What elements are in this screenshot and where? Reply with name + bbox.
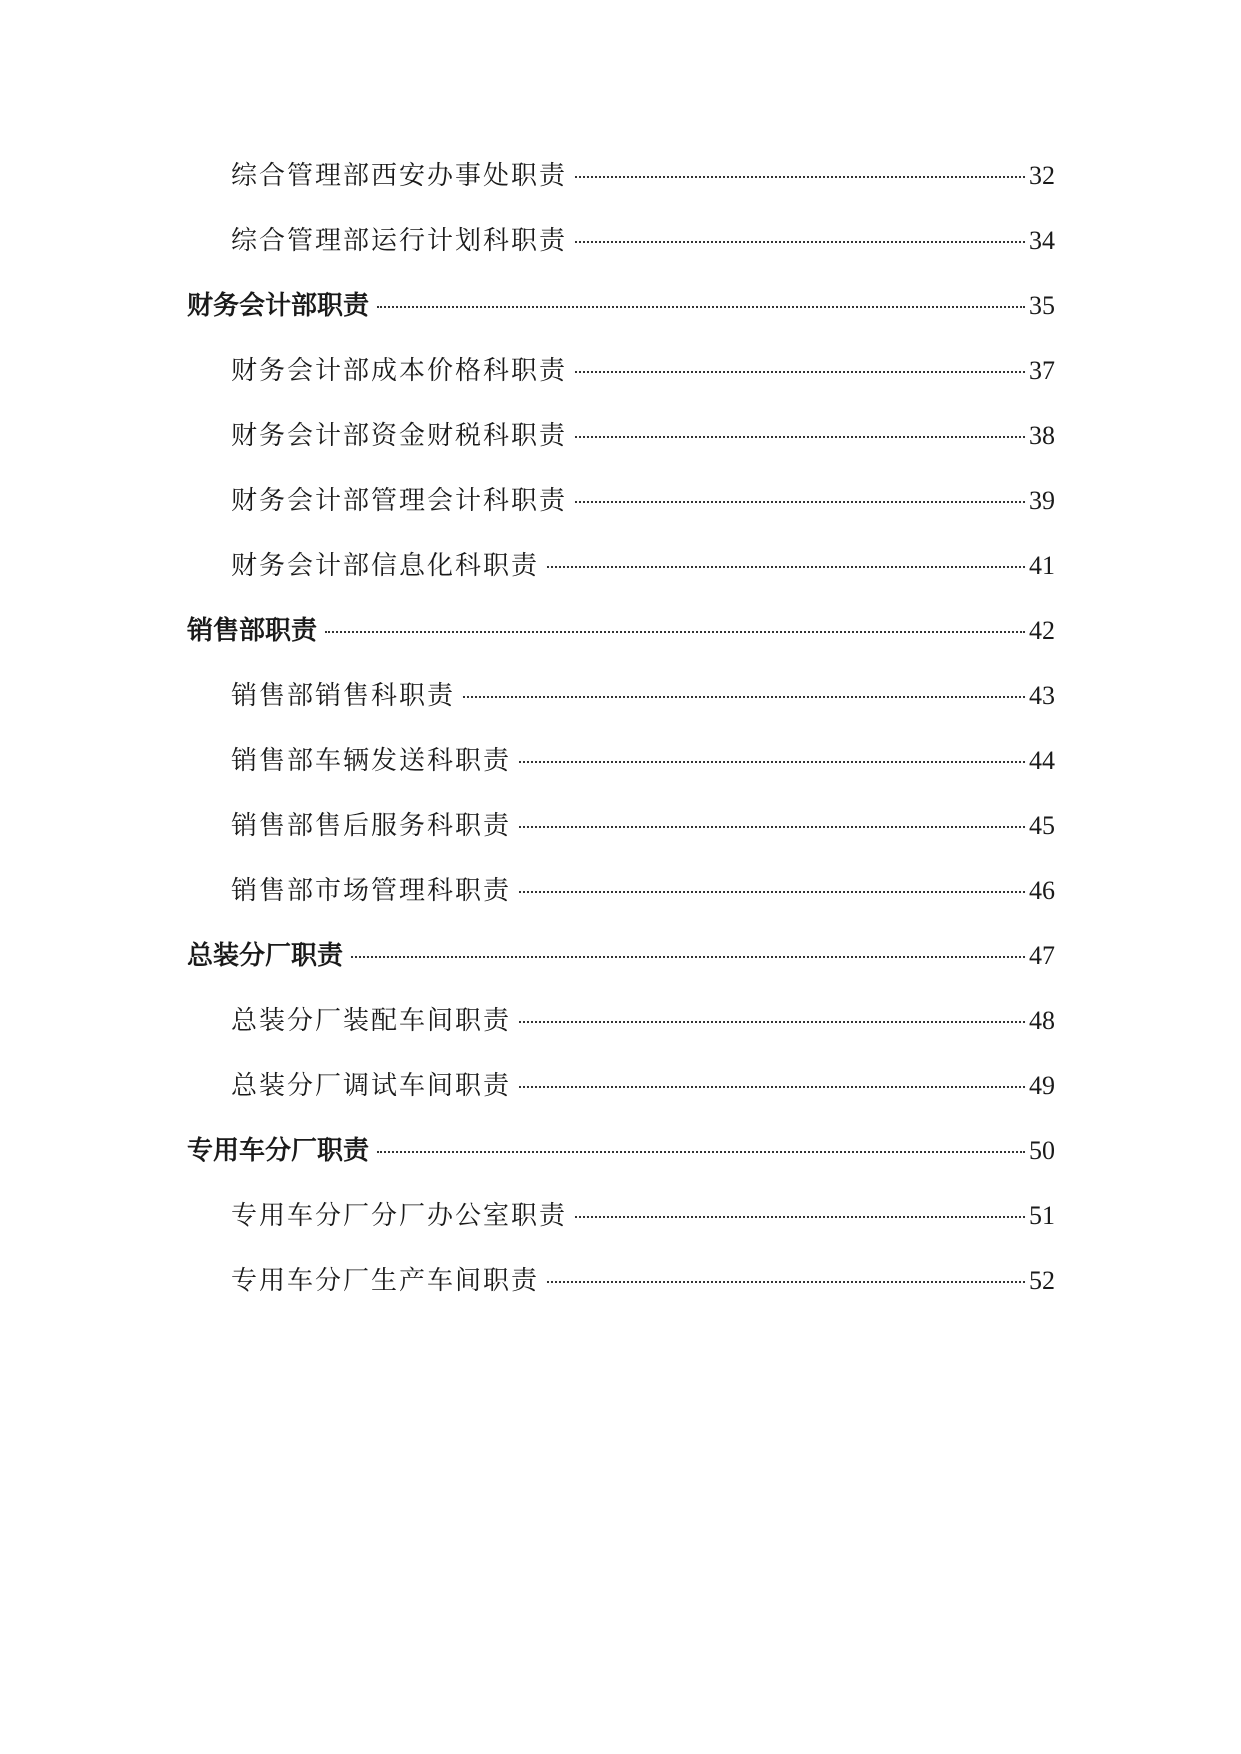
toc-entry-title: 总装分厂职责 xyxy=(187,941,344,971)
toc-page-number: 49 xyxy=(1029,1071,1055,1100)
toc-page-number: 41 xyxy=(1029,551,1055,580)
toc-subsection-entry[interactable] xyxy=(187,481,1055,546)
toc-entry-title: 总装分厂装配车间职责 xyxy=(231,1006,512,1036)
toc-entry-title: 财务会计部管理会计科职责 xyxy=(231,486,568,516)
toc-dot-leader xyxy=(575,241,1025,243)
toc-dot-leader xyxy=(519,1086,1025,1088)
toc-page-number: 51 xyxy=(1029,1201,1055,1230)
toc-dot-leader xyxy=(575,176,1025,178)
toc-page-number: 47 xyxy=(1029,941,1055,970)
toc-page-number: 39 xyxy=(1029,486,1055,515)
toc-subsection-entry[interactable] xyxy=(187,221,1055,286)
toc-page-number: 44 xyxy=(1029,746,1055,775)
toc-page-number: 48 xyxy=(1029,1006,1055,1035)
toc-dot-leader xyxy=(519,826,1025,828)
toc-page-number: 52 xyxy=(1029,1266,1055,1295)
toc-page-number: 45 xyxy=(1029,811,1055,840)
toc-page-number: 38 xyxy=(1029,421,1055,450)
toc-subsection-entry[interactable] xyxy=(187,806,1055,871)
toc-entry-title: 财务会计部职责 xyxy=(187,291,370,321)
toc-dot-leader xyxy=(377,1151,1025,1153)
toc-entry-title: 财务会计部成本价格科职责 xyxy=(231,356,568,386)
toc-dot-leader xyxy=(519,761,1025,763)
toc-subsection-entry[interactable] xyxy=(187,1001,1055,1066)
toc-dot-leader xyxy=(547,566,1025,568)
toc-entry-title: 销售部销售科职责 xyxy=(231,681,456,711)
toc-entry-title: 销售部售后服务科职责 xyxy=(231,811,512,841)
toc-page-number: 42 xyxy=(1029,616,1055,645)
toc-entry-title: 专用车分厂职责 xyxy=(187,1136,370,1166)
toc-page-number: 46 xyxy=(1029,876,1055,905)
toc-page-number: 34 xyxy=(1029,226,1055,255)
toc-dot-leader xyxy=(575,436,1025,438)
toc-dot-leader xyxy=(519,891,1025,893)
toc-entry-title: 总装分厂调试车间职责 xyxy=(231,1071,512,1101)
toc-entry-title: 财务会计部资金财税科职责 xyxy=(231,421,568,451)
toc-dot-leader xyxy=(351,956,1025,958)
toc-page-number: 37 xyxy=(1029,356,1055,385)
toc-entry-title: 财务会计部信息化科职责 xyxy=(231,551,540,581)
toc-dot-leader xyxy=(575,371,1025,373)
toc-section-entry[interactable] xyxy=(187,611,1055,676)
toc-subsection-entry[interactable] xyxy=(187,676,1055,741)
toc-page-number: 35 xyxy=(1029,291,1055,320)
toc-entry-title: 销售部职责 xyxy=(187,616,318,646)
toc-subsection-entry[interactable] xyxy=(187,546,1055,611)
toc-dot-leader xyxy=(547,1281,1025,1283)
toc-entry-title: 销售部车辆发送科职责 xyxy=(231,746,512,776)
toc-dot-leader xyxy=(519,1021,1025,1023)
toc-dot-leader xyxy=(377,306,1025,308)
toc-page-number: 43 xyxy=(1029,681,1055,710)
toc-dot-leader xyxy=(325,631,1025,633)
toc-subsection-entry[interactable] xyxy=(187,1066,1055,1131)
toc-section-entry[interactable] xyxy=(187,936,1055,1001)
table-of-contents xyxy=(187,156,1055,1326)
toc-subsection-entry[interactable] xyxy=(187,416,1055,481)
toc-subsection-entry[interactable] xyxy=(187,1196,1055,1261)
toc-entry-title: 综合管理部运行计划科职责 xyxy=(231,226,568,256)
toc-page-number: 32 xyxy=(1029,161,1055,190)
toc-section-entry[interactable] xyxy=(187,286,1055,351)
toc-dot-leader xyxy=(463,696,1025,698)
toc-section-entry[interactable] xyxy=(187,1131,1055,1196)
toc-dot-leader xyxy=(575,501,1025,503)
toc-entry-title: 专用车分厂生产车间职责 xyxy=(231,1266,540,1296)
toc-entry-title: 综合管理部西安办事处职责 xyxy=(231,161,568,191)
toc-subsection-entry[interactable] xyxy=(187,871,1055,936)
toc-subsection-entry[interactable] xyxy=(187,351,1055,416)
toc-subsection-entry[interactable] xyxy=(187,741,1055,806)
toc-page-number: 50 xyxy=(1029,1136,1055,1165)
toc-subsection-entry[interactable] xyxy=(187,156,1055,221)
toc-subsection-entry[interactable] xyxy=(187,1261,1055,1326)
toc-entry-title: 专用车分厂分厂办公室职责 xyxy=(231,1201,568,1231)
toc-entry-title: 销售部市场管理科职责 xyxy=(231,876,512,906)
toc-dot-leader xyxy=(575,1216,1025,1218)
